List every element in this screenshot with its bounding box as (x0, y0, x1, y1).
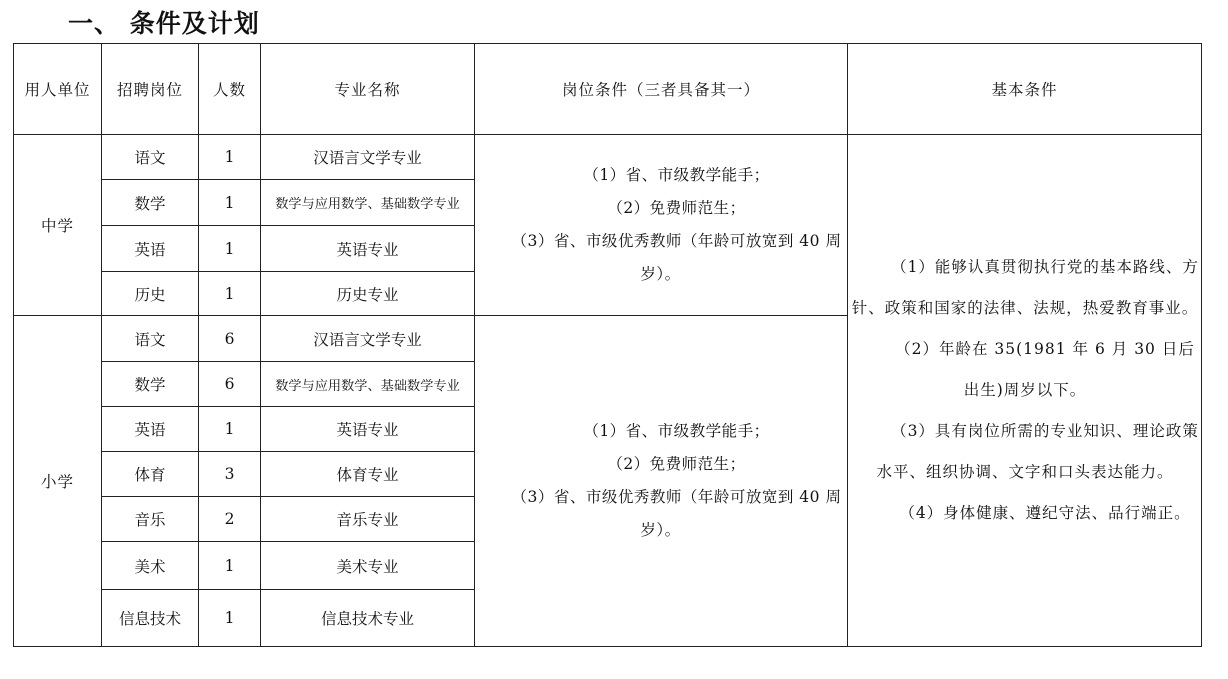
header-post-conditions: 岗位条件（三者具备其一） (475, 44, 848, 135)
section-title: 一、 条件及计划 (68, 9, 260, 38)
condition-line: （2）免费师范生； (607, 455, 746, 473)
count-cell: 6 (199, 316, 261, 362)
major-cell: 英语专业 (261, 407, 475, 452)
major-cell: 数学与应用数学、基础数学专业 (261, 362, 475, 407)
table-row (14, 135, 1202, 180)
primary-school-conditions (475, 316, 848, 647)
recruitment-table (13, 43, 1202, 647)
condition-line: （1）省、市级教学能手； (583, 166, 770, 184)
count-cell: 6 (199, 362, 261, 407)
post-cell: 数学 (102, 180, 199, 226)
post-cell: 体育 (102, 452, 199, 497)
basic-conditions (848, 135, 1202, 647)
header-basic-conditions: 基本条件 (848, 44, 1202, 135)
post-cell: 数学 (102, 362, 199, 407)
major-cell: 美术专业 (261, 542, 475, 590)
condition-line: （3）省、市级优秀教师（年龄可放宽到 40 周岁）。 (511, 488, 842, 539)
count-cell: 1 (199, 135, 261, 180)
header-count: 人数 (199, 44, 261, 135)
header-unit: 用人单位 (14, 44, 102, 135)
post-cell: 美术 (102, 542, 199, 590)
count-cell: 1 (199, 590, 261, 647)
post-cell: 信息技术 (102, 590, 199, 647)
major-cell: 体育专业 (261, 452, 475, 497)
major-cell: 信息技术专业 (261, 590, 475, 647)
post-cell: 英语 (102, 407, 199, 452)
unit-primary-school: 小学 (14, 316, 102, 647)
post-cell: 英语 (102, 226, 199, 272)
basic-condition-item: （3）具有岗位所需的专业知识、理论政策水平、组织协调、文字和口头表达能力。 (876, 422, 1199, 481)
basic-condition-item: （2）年龄在 35(1981 年 6 月 30 日后出生)周岁以下。 (895, 340, 1195, 399)
count-cell: 1 (199, 226, 261, 272)
post-cell: 语文 (102, 135, 199, 180)
major-cell: 汉语言文学专业 (261, 316, 475, 362)
count-cell: 2 (199, 497, 261, 542)
major-cell: 英语专业 (261, 226, 475, 272)
count-cell: 1 (199, 407, 261, 452)
major-cell: 音乐专业 (261, 497, 475, 542)
major-cell: 汉语言文学专业 (261, 135, 475, 180)
header-major: 专业名称 (261, 44, 475, 135)
major-cell: 历史专业 (261, 272, 475, 316)
count-cell: 1 (199, 542, 261, 590)
header-post: 招聘岗位 (102, 44, 199, 135)
count-cell: 3 (199, 452, 261, 497)
condition-line: （3）省、市级优秀教师（年龄可放宽到 40 周岁）。 (511, 232, 842, 283)
header-row (14, 44, 1202, 135)
basic-condition-item: （1）能够认真贯彻执行党的基本路线、方针、政策和国家的法律、法规，热爱教育事业。 (851, 258, 1199, 317)
condition-line: （2）免费师范生； (607, 199, 746, 217)
condition-line: （1）省、市级教学能手； (583, 422, 770, 440)
count-cell: 1 (199, 272, 261, 316)
post-cell: 音乐 (102, 497, 199, 542)
middle-school-conditions (475, 135, 848, 316)
major-cell: 数学与应用数学、基础数学专业 (261, 180, 475, 226)
post-cell: 语文 (102, 316, 199, 362)
basic-condition-item: （4）身体健康、遵纪守法、品行端正。 (899, 504, 1191, 522)
unit-middle-school: 中学 (14, 135, 102, 316)
count-cell: 1 (199, 180, 261, 226)
post-cell: 历史 (102, 272, 199, 316)
